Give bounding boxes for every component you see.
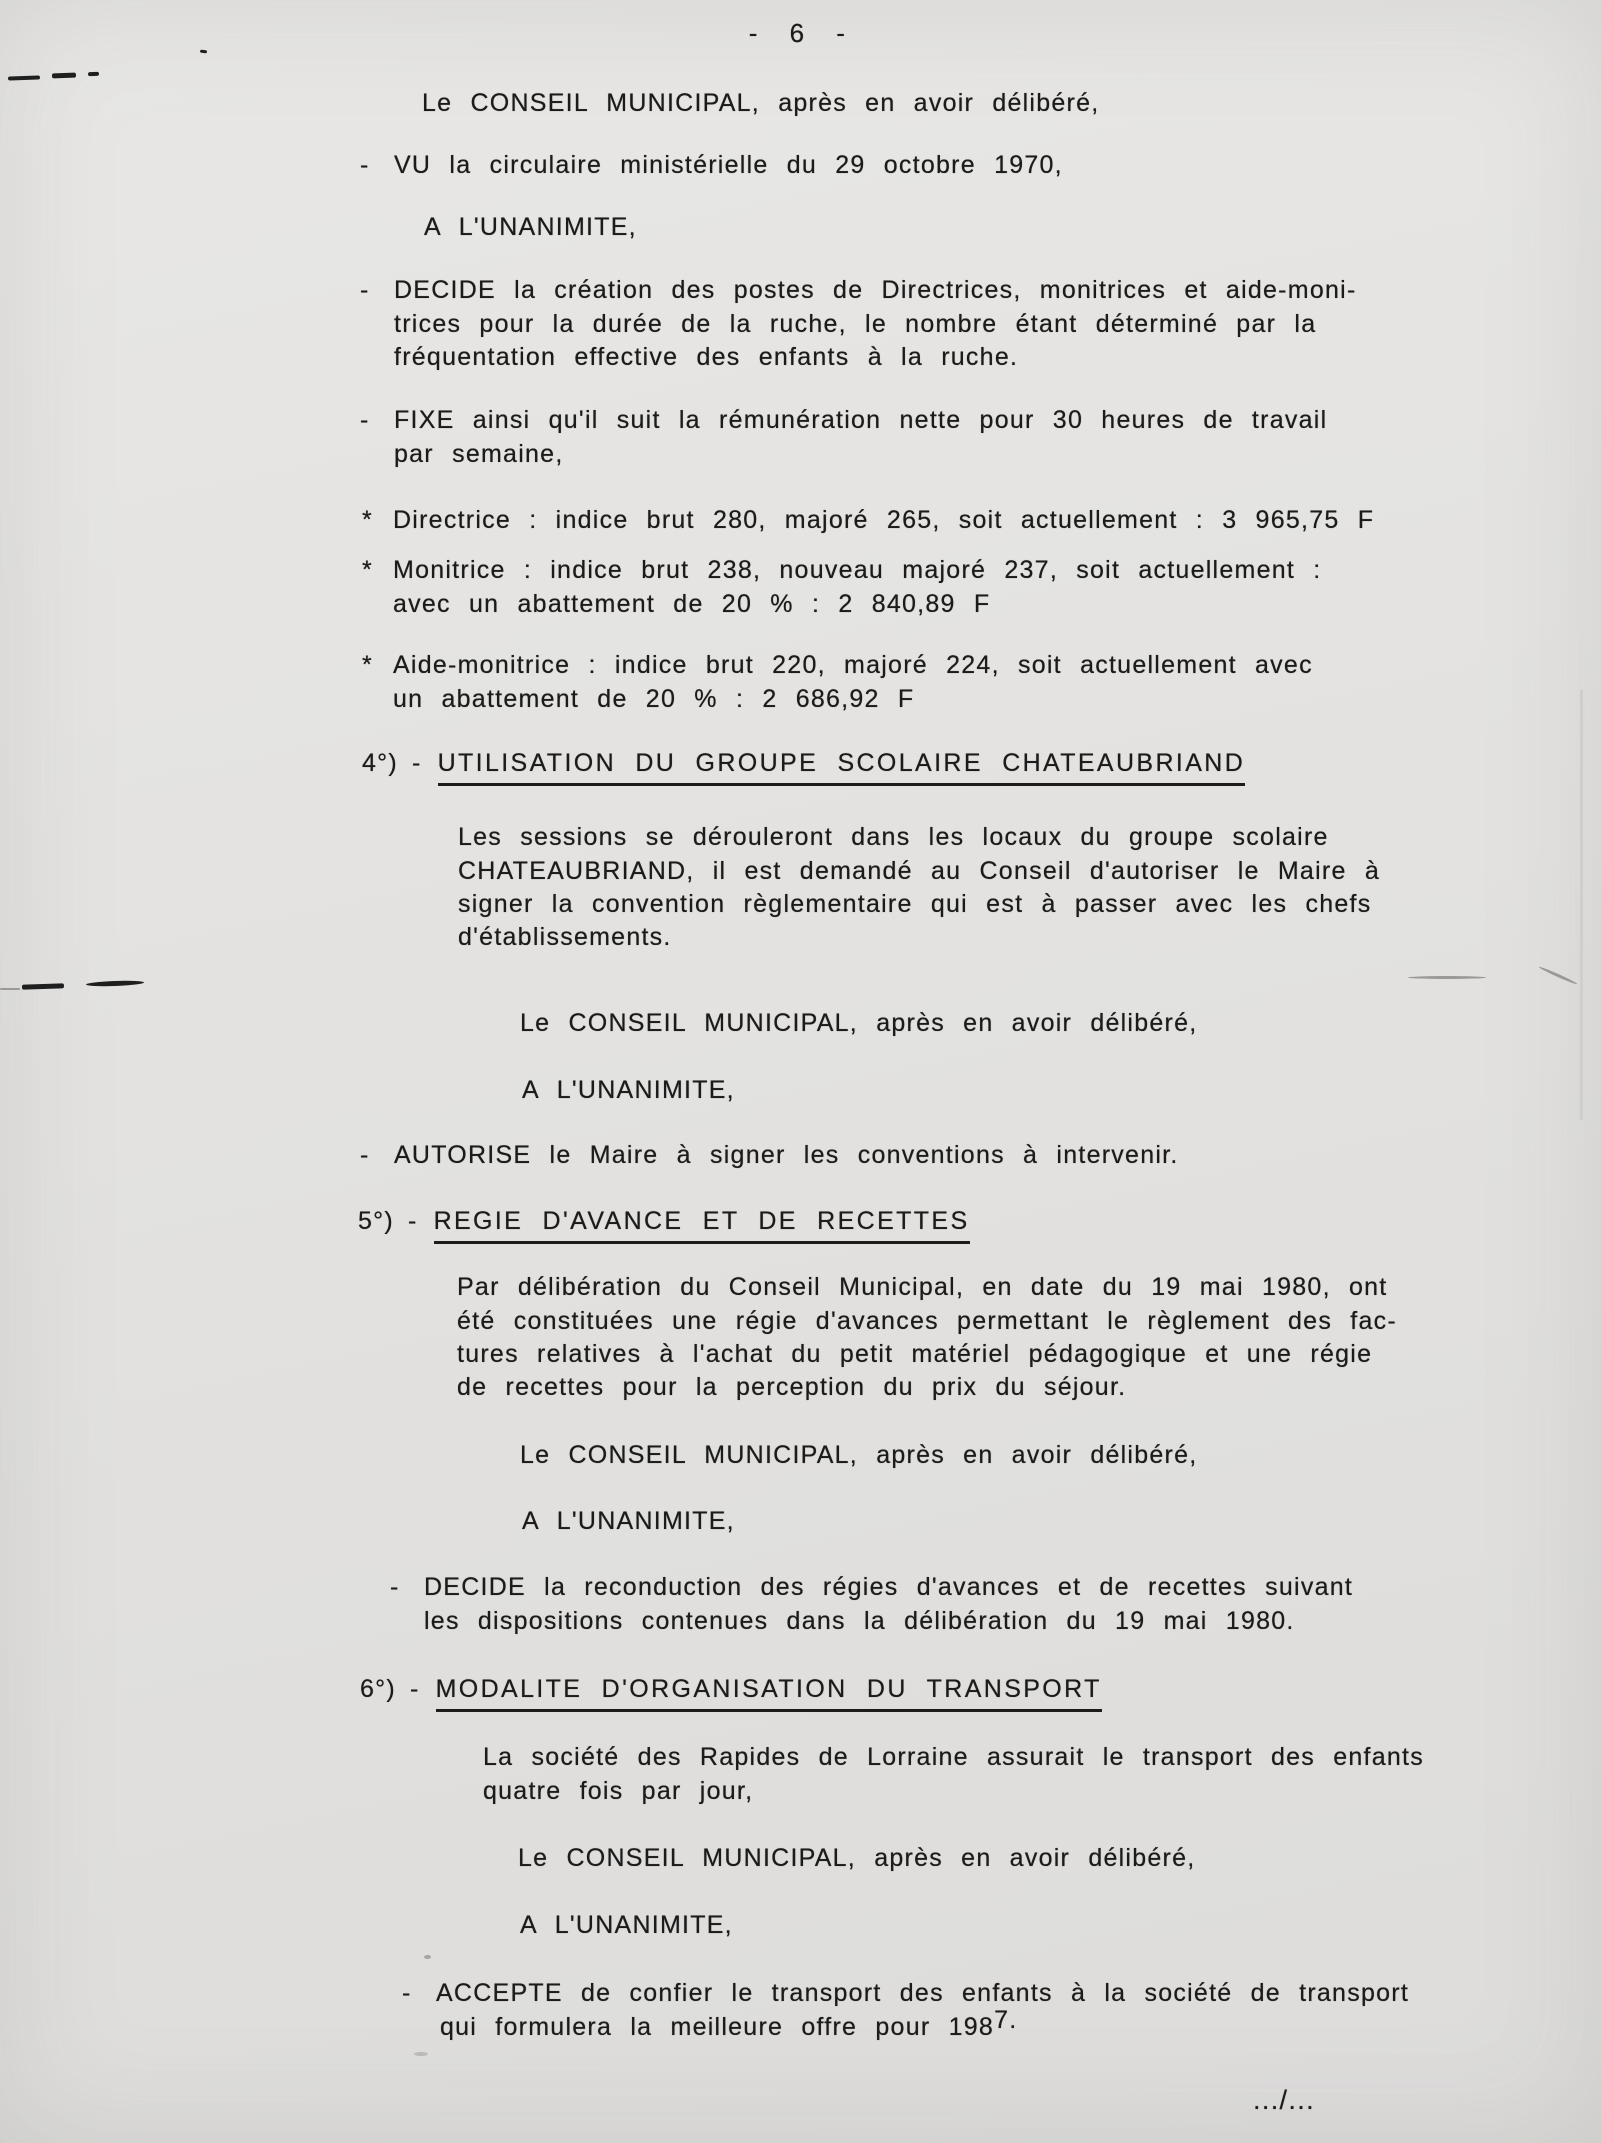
dash-separator: -: [407, 1207, 418, 1235]
scan-artifact-dash: [22, 983, 64, 989]
monitrice-item-line2: avec un abattement de 20 % : 2 840,89 F: [393, 590, 991, 618]
dash-marker: -: [360, 1141, 370, 1169]
aide-monitrice-item-line2: un abattement de 20 % : 2 686,92 F: [393, 685, 915, 713]
accepte-clause-line1: [402, 1978, 1409, 2008]
accepte-clause-line2-text: qui formulera la meilleure offre pour 198: [440, 2013, 995, 2041]
deliberation-formula: Le CONSEIL MUNICIPAL, après en avoir délibéré,: [518, 1844, 1196, 1872]
section-5-title: REGIE D'AVANCE ET DE RECETTES: [434, 1207, 970, 1244]
decide-reconduction-line1: [390, 1572, 1353, 1602]
scan-artifact-streak: [1580, 690, 1583, 1120]
directrice-item-text: Directrice : indice brut 280, majoré 265, soit actuellement : 3 965,75 F: [393, 506, 1375, 534]
scan-artifact-dash: [88, 72, 99, 77]
dash-marker: -: [402, 1979, 412, 2007]
decide-reconduction-text: DECIDE la reconduction des régies d'avances et de recettes suivant: [424, 1573, 1354, 1601]
section-4-heading: [362, 748, 1245, 778]
star-marker: *: [362, 556, 373, 584]
decide-clause-line3: fréquentation effective des enfants à la ruche.: [394, 343, 1019, 371]
section-4-body-line2: CHATEAUBRIAND, il est demandé au Conseil d'autoriser le Maire à: [458, 857, 1380, 885]
section-4-body-line3: signer la convention règlementaire qui est à passer avec les chefs: [458, 890, 1372, 918]
vu-clause-text: VU la circulaire ministérielle du 29 octobre 1970,: [394, 151, 1063, 179]
dash-marker: -: [390, 1573, 400, 1601]
dash-separator: -: [409, 1675, 420, 1703]
deliberation-formula: Le CONSEIL MUNICIPAL, après en avoir délibéré,: [520, 1441, 1198, 1469]
page-number: - 6 -: [748, 18, 853, 48]
section-4-title: UTILISATION DU GROUPE SCOLAIRE CHATEAUBRIAND: [438, 749, 1246, 786]
dash-separator: -: [411, 749, 422, 777]
dash-marker: -: [360, 406, 370, 434]
deliberation-formula: Le CONSEIL MUNICIPAL, après en avoir délibéré,: [520, 1009, 1198, 1037]
scan-artifact-dash: [52, 73, 76, 79]
scan-artifact-speck: [424, 1955, 431, 1959]
decide-clause-line1: [360, 275, 1357, 305]
section-5-body-line1: Par délibération du Conseil Municipal, en date du 19 mai 1980, ont: [457, 1273, 1388, 1301]
fixe-clause-text: FIXE ainsi qu'il suit la rémunération nette pour 30 heures de travail: [394, 406, 1328, 434]
section-6-heading: [360, 1674, 1102, 1704]
section-6-body-line2: quatre fois par jour,: [483, 1777, 754, 1805]
decide-clause-line2: trices pour la durée de la ruche, le nombre étant déterminé par la: [394, 310, 1317, 338]
unanimite-formula: A L'UNANIMITE,: [522, 1076, 735, 1104]
aide-monitrice-item-line1: [362, 650, 1313, 680]
autorise-clause: [360, 1140, 1179, 1170]
section-5-body-line4: de recettes pour la perception du prix du séjour.: [457, 1373, 1127, 1401]
autorise-clause-text: AUTORISE le Maire à signer les conventions à intervenir.: [394, 1141, 1179, 1169]
vu-clause: [360, 150, 1063, 180]
star-marker: *: [362, 651, 373, 679]
section-5-body-line3: tures relatives à l'achat du petit matériel pédagogique et une régie: [457, 1340, 1373, 1368]
scan-artifact-speck: [414, 2052, 428, 2056]
section-5-heading: [358, 1206, 970, 1236]
unanimite-formula: A L'UNANIMITE,: [522, 1507, 735, 1535]
star-marker: *: [362, 506, 373, 534]
scan-artifact-dash: [86, 980, 144, 987]
section-5-body-line2: été constituées une régie d'avances permettant le règlement des fac-: [457, 1307, 1397, 1335]
section-4-body-line1: Les sessions se dérouleront dans les locaux du groupe scolaire: [458, 823, 1329, 851]
continuation-mark: .../...: [1253, 2085, 1315, 2115]
scan-artifact-scratch: [1408, 976, 1486, 979]
section-5-number: 5°): [358, 1207, 394, 1235]
raised-digit: 7.: [994, 2006, 1018, 2034]
unanimite-formula: A L'UNANIMITE,: [424, 213, 637, 241]
directrice-item: [362, 505, 1374, 535]
decide-clause-text: DECIDE la création des postes de Directrices, monitrices et aide-moni-: [394, 276, 1357, 304]
section-4-body-line4: d'établissements.: [458, 923, 672, 951]
section-6-title: MODALITE D'ORGANISATION DU TRANSPORT: [436, 1675, 1102, 1712]
section-6-number: 6°): [360, 1675, 396, 1703]
decide-reconduction-line2: les dispositions contenues dans la délibération du 19 mai 1980.: [424, 1607, 1295, 1635]
scan-artifact-speck: [200, 50, 207, 54]
scan-artifact-scratch: [1538, 966, 1578, 986]
section-6-body-line1: La société des Rapides de Lorraine assurait le transport des enfants: [483, 1743, 1425, 1771]
accepte-clause-line2: [440, 2006, 1018, 2042]
scan-artifact-dash: [8, 75, 40, 80]
monitrice-item-line1: [362, 555, 1321, 585]
scan-artifact-dash: [0, 988, 20, 990]
monitrice-item-text: Monitrice : indice brut 238, nouveau majoré 237, soit actuellement :: [393, 556, 1322, 584]
fixe-clause-line2: par semaine,: [394, 440, 564, 468]
unanimite-formula: A L'UNANIMITE,: [520, 1911, 733, 1939]
section-4-number: 4°): [362, 749, 398, 777]
fixe-clause-line1: [360, 405, 1327, 435]
dash-marker: -: [360, 151, 370, 179]
dash-marker: -: [360, 276, 370, 304]
deliberation-formula: Le CONSEIL MUNICIPAL, après en avoir délibéré,: [422, 89, 1100, 117]
accepte-clause-text: ACCEPTE de confier le transport des enfants à la société de transport: [436, 1979, 1410, 2007]
aide-monitrice-item-text: Aide-monitrice : indice brut 220, majoré 224, soit actuellement avec: [393, 651, 1313, 679]
